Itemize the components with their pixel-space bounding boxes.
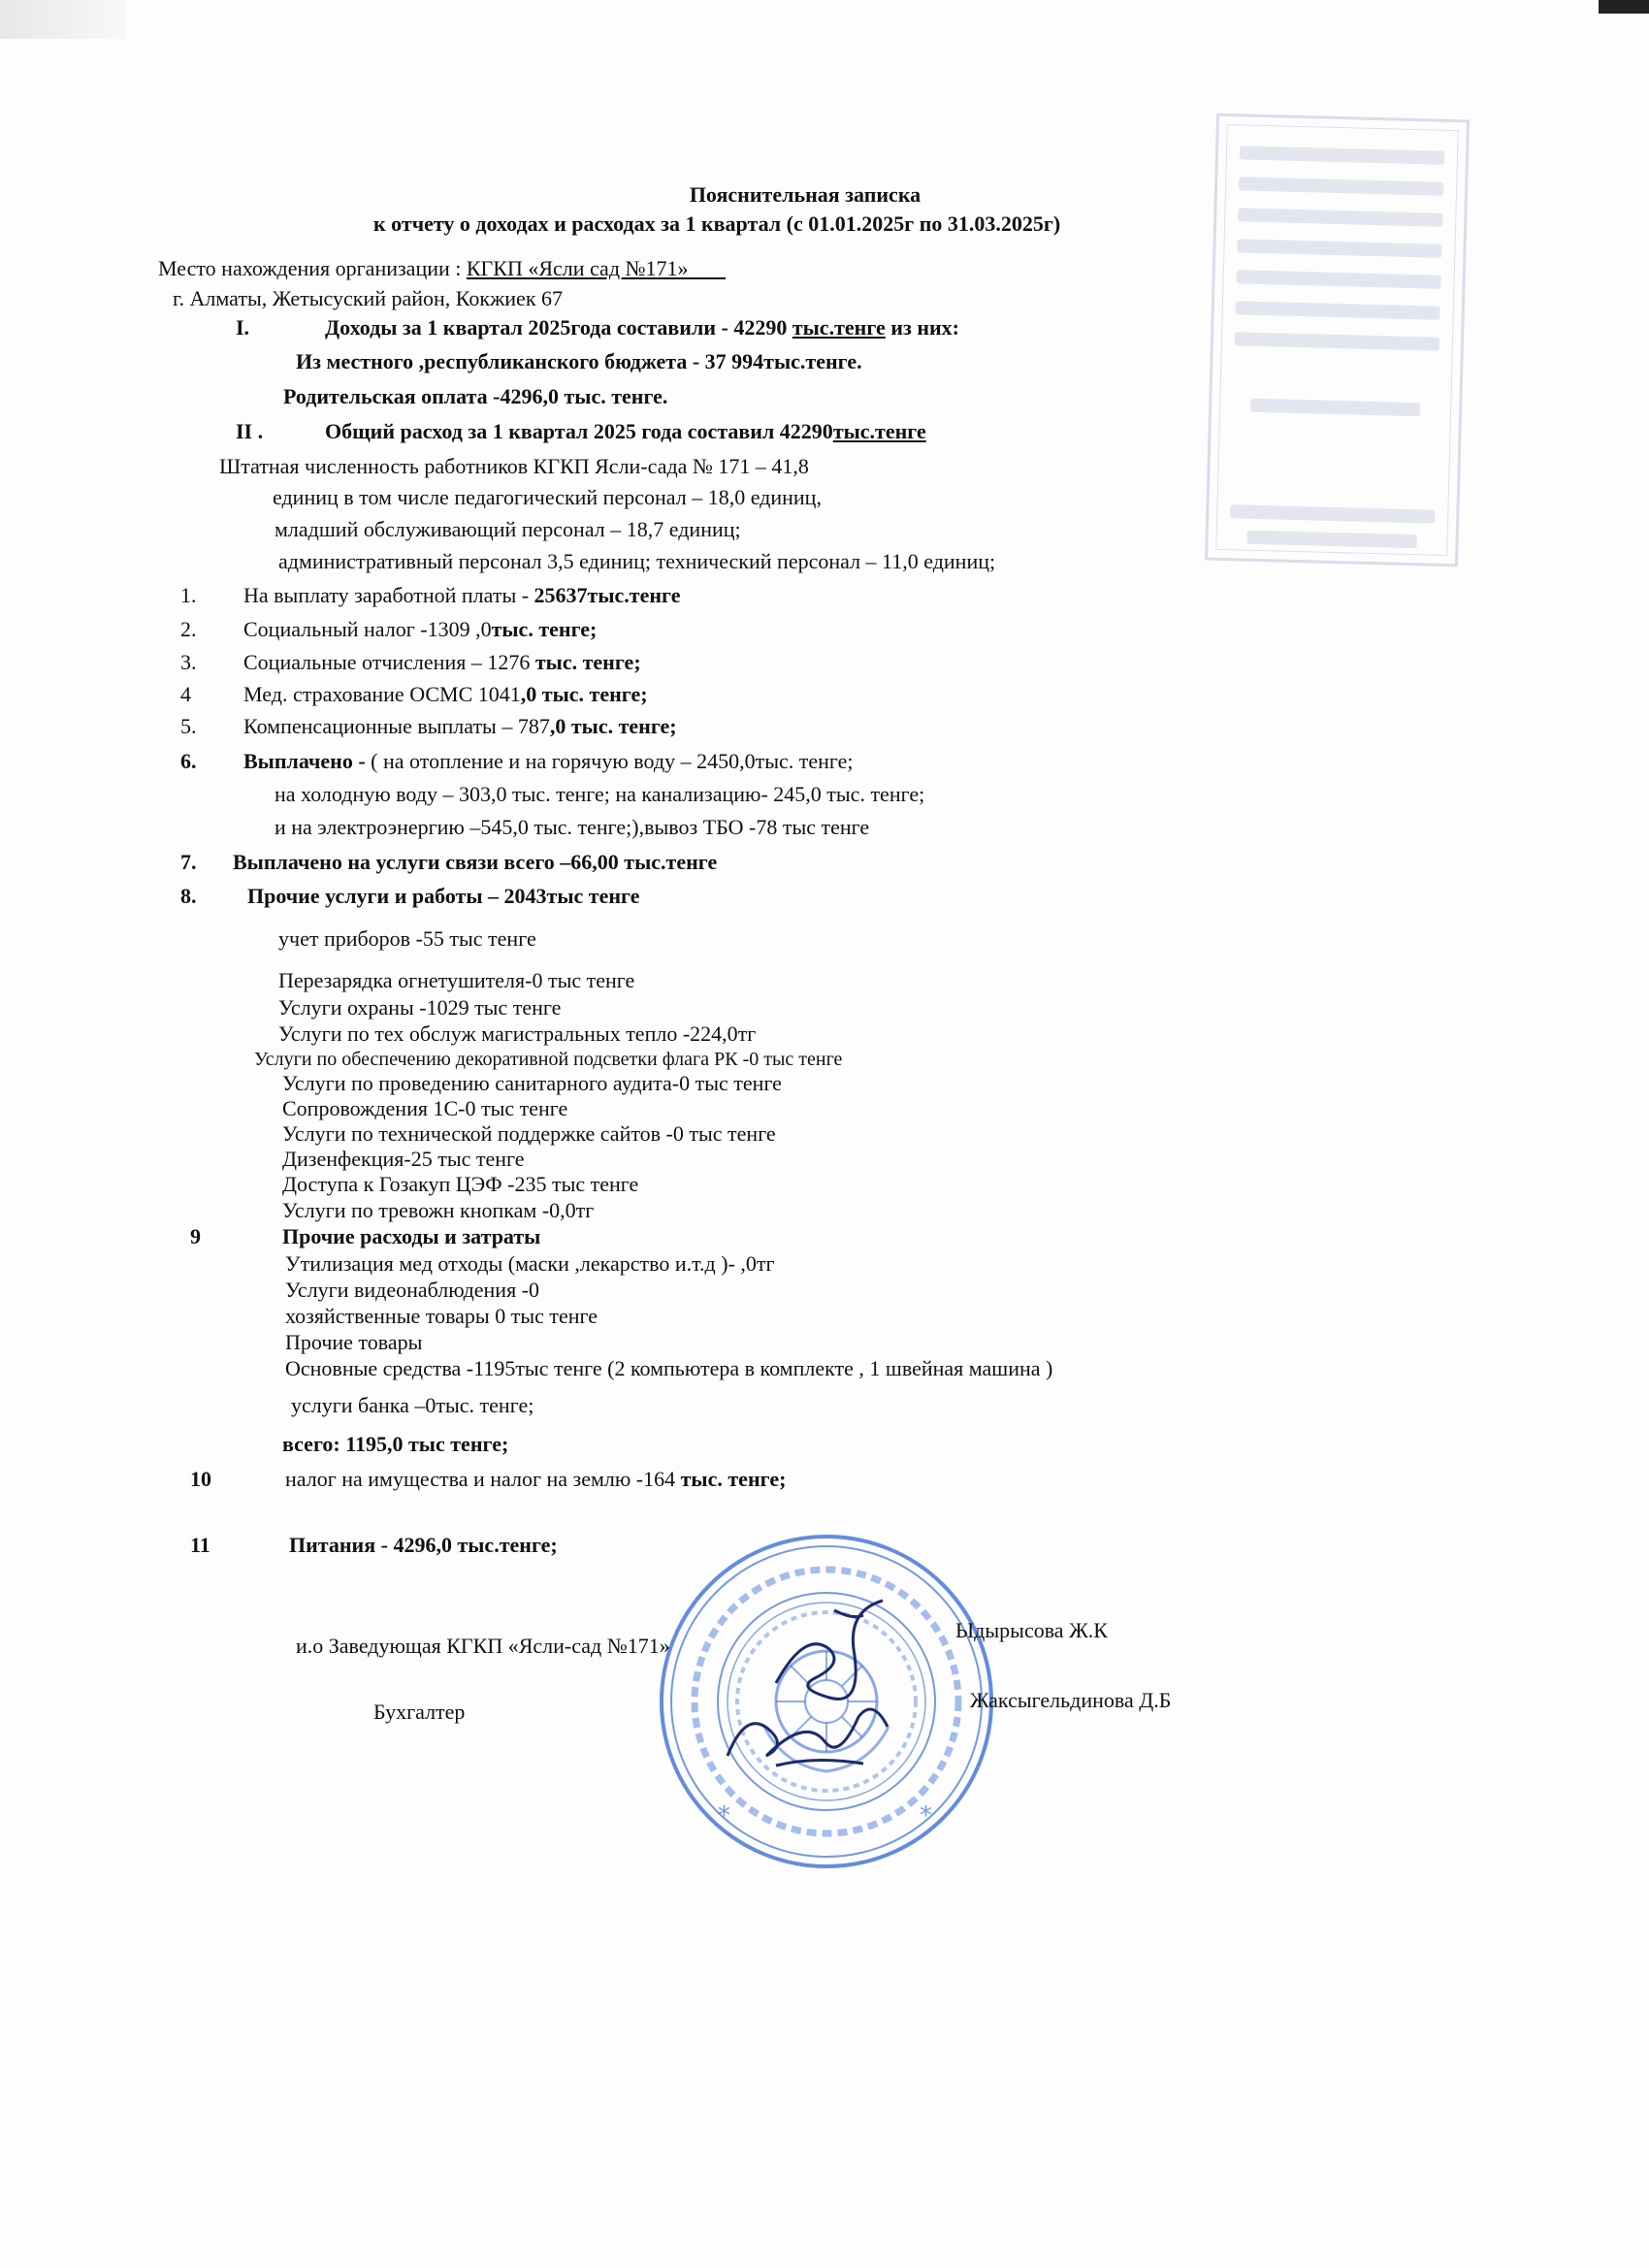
sub-item: Доступа к Гозакуп ЦЭФ -235 тыс тенге — [282, 1172, 639, 1196]
item-number: 5. — [180, 714, 197, 738]
staff-junior: младший обслуживающий персонал – 18,7 единиц; — [275, 517, 741, 541]
scan-artifact — [0, 0, 126, 39]
list-item: налог на имущества и налог на землю -164 тыс. тенге; — [285, 1467, 787, 1491]
head-name: Ыдырысова Ж.К — [955, 1618, 1108, 1642]
section-number: I. — [236, 315, 250, 340]
sub-item: Услуги по проведению санитарного аудита-0 тыс тенге — [282, 1071, 782, 1095]
head-label: и.о Заведующая КГКП «Ясли-сад №171» — [296, 1634, 670, 1658]
item-number: 2. — [180, 617, 197, 641]
list-item: Социальный налог -1309 ,0тыс. тенге; — [243, 617, 598, 641]
list-item: Социальные отчисления – 1276 тыс. тенге; — [243, 650, 641, 674]
income-heading — [325, 315, 959, 340]
sub-item: учет приборов -55 тыс тенге — [278, 926, 536, 951]
address: г. Алматы, Жетысуский район, Кокжиек 67 — [173, 286, 564, 310]
sub-item: Услуги по тех обслуж магистральных тепло -224,0тг — [278, 1021, 757, 1046]
svg-text:*: * — [718, 1801, 730, 1831]
faded-stamp — [1205, 113, 1470, 567]
list-item: Компенсационные выплаты – 787,0 тыс. тенге; — [243, 714, 677, 738]
item-number: 10 — [190, 1467, 211, 1491]
document-subtitle: к отчету о доходах и расходах за 1 квартал (с 01.01.2025г по 31.03.2025г) — [373, 211, 1061, 236]
staff-count: Штатная численность работников КГКП Ясли-сада № 171 – 41,8 — [219, 454, 809, 478]
sub-item: Услуги по тревожн кнопкам -0,0тг — [282, 1198, 595, 1222]
sub-item: Услуги по технической поддержке сайтов -0 тыс тенге — [282, 1121, 776, 1146]
list-item: Мед. страхование ОСМС 1041,0 тыс. тенге; — [243, 682, 648, 706]
accountant-name: Жаксыгельдинова Д.Б — [970, 1688, 1172, 1712]
scan-artifact — [1599, 0, 1649, 14]
sub-item: Основные средства -1195тыс тенге (2 компьютера в комплекте , 1 швейная машина ) — [285, 1356, 1053, 1380]
sub-item: Услуги видеонаблюдения -0 — [285, 1278, 540, 1302]
budget-income: Из местного ,республиканского бюджета - 37 994тыс.тенге. — [296, 349, 862, 373]
item-number: 6. — [180, 749, 197, 773]
list-item: Выплачено на услуги связи всего –66,00 тыс.тенге — [233, 850, 718, 874]
list-item: Прочие расходы и затраты — [282, 1224, 541, 1248]
list-item: На выплату заработной платы - 25637тыс.тенге — [243, 583, 681, 607]
sub-item: хозяйственные товары 0 тыс тенге — [285, 1304, 598, 1328]
sub-item: услуги банка –0тыс. тенге; — [291, 1393, 534, 1417]
item-number: 7. — [180, 850, 197, 874]
item-number: 4 — [180, 682, 191, 706]
svg-text:*: * — [920, 1801, 932, 1831]
item-number: 8. — [180, 884, 197, 908]
income-text: Доходы за 1 квартал 2025года составили - 42290 — [325, 315, 792, 340]
sub-item: Перезарядка огнетушителя-0 тыс тенге — [278, 968, 635, 992]
item-number: 1. — [180, 583, 197, 607]
list-item: Выплачено - ( на отопление и на горячую воду – 2450,0тыс. тенге; — [243, 749, 854, 773]
section-number: II . — [236, 419, 264, 443]
expense-heading — [325, 419, 926, 444]
location-line — [158, 256, 726, 281]
sub-item: Дизенфекция-25 тыс тенге — [282, 1147, 525, 1171]
item-number: 9 — [190, 1224, 201, 1248]
staff-admin: административный персонал 3,5 единиц; технический персонал – 11,0 единиц; — [278, 549, 996, 573]
item-number: 3. — [180, 650, 197, 674]
staff-pedagogical: единиц в том числе педагогический персонал – 18,0 единиц, — [273, 485, 822, 509]
expense-unit: тыс.тенге — [832, 419, 926, 443]
sub-item: Утилизация мед отходы (маски ,лекарство и.т.д )- ,0тг — [285, 1251, 775, 1276]
sub-item: Прочие товары — [285, 1330, 423, 1354]
list-item: Питания - 4296,0 тыс.тенге; — [289, 1533, 558, 1557]
sub-total: всего: 1195,0 тыс тенге; — [282, 1432, 509, 1456]
list-item: Прочие услуги и работы – 2043тыс тенге — [247, 884, 640, 908]
location-label: Место нахождения организации : — [158, 256, 462, 280]
income-unit: тыс.тенге — [792, 315, 886, 340]
income-tail: из них: — [885, 315, 959, 340]
signature-mark — [718, 1688, 912, 1775]
list-item-continuation: и на электроэнергию –545,0 тыс. тенге;),вывоз ТБО -78 тыс тенге — [275, 815, 870, 839]
sub-item: Услуги охраны -1029 тыс тенге — [278, 995, 562, 1020]
sub-item: Сопровождения 1С-0 тыс тенге — [282, 1096, 568, 1120]
list-item-continuation: на холодную воду – 303,0 тыс. тенге; на канализацию- 245,0 тыс. тенге; — [275, 782, 925, 806]
sub-item: Услуги по обеспечению декоративной подсветки флага РК -0 тыс тенге — [254, 1049, 843, 1070]
item-number: 11 — [190, 1533, 210, 1557]
document-title: Пояснительная записка — [689, 182, 922, 207]
accountant-label: Бухгалтер — [373, 1700, 466, 1724]
expense-text: Общий расход за 1 квартал 2025 года составил 42290 — [325, 419, 833, 443]
parent-fee: Родительская оплата -4296,0 тыс. тенге. — [283, 384, 668, 408]
location-value: КГКП «Ясли сад №171» — [466, 256, 689, 280]
